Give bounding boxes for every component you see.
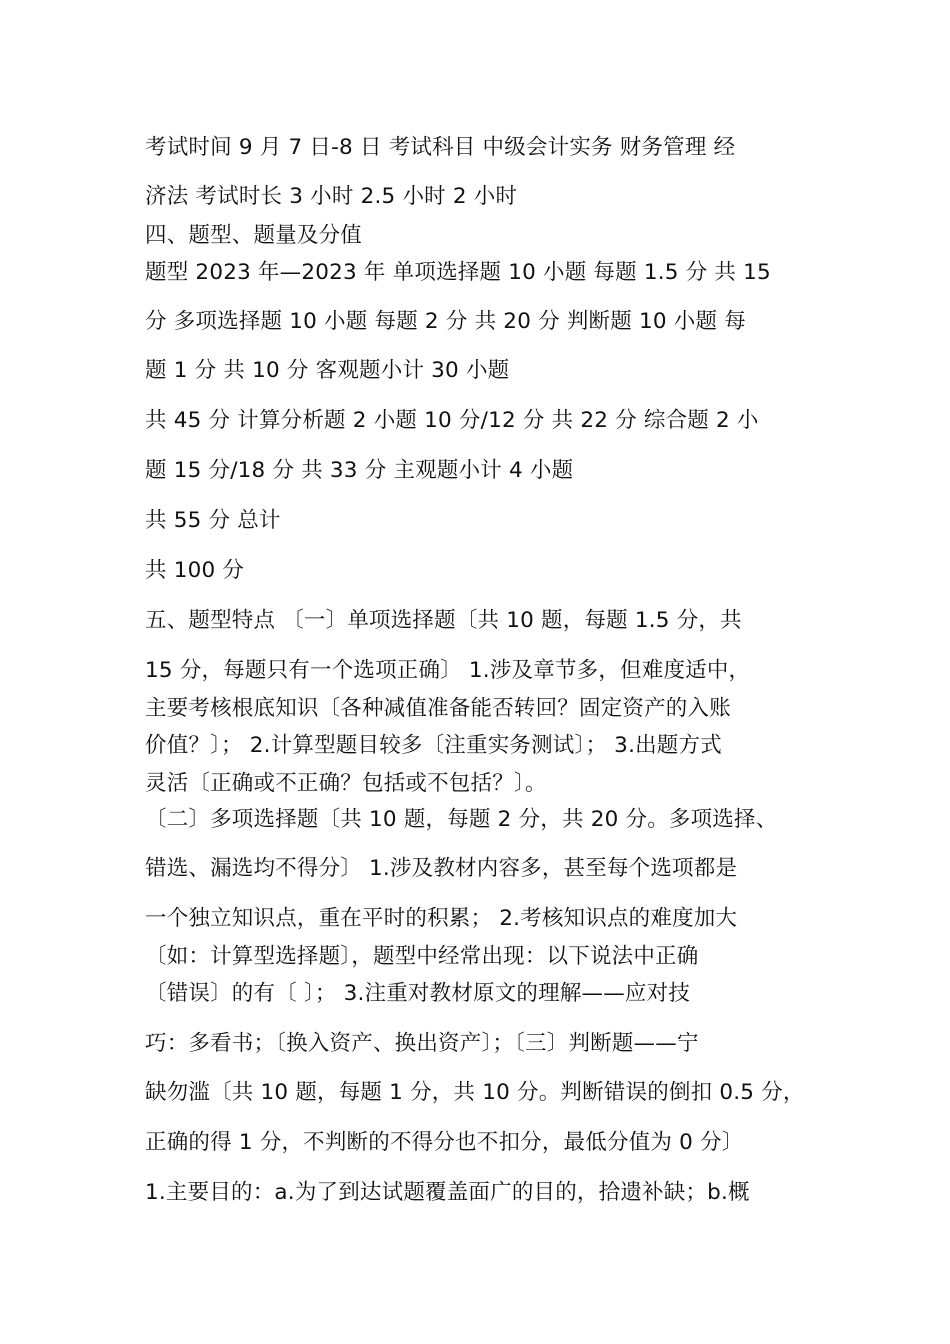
text-line: 〔如：计算型选择题〕，题型中经常出现：以下说法中正确	[145, 944, 699, 969]
text-line: 考试时间 9 月 7 日-8 日 考试科目 中级会计实务 财务管理 经	[145, 135, 736, 160]
text-line: 价值？〕； 2.计算型题目较多〔注重实务测试〕； 3.出题方式	[145, 733, 722, 758]
text-line: 15 分，每题只有一个选项正确〕 1.涉及章节多，但难度适中，	[145, 658, 751, 683]
section-heading: 五、题型特点 〔一〕单项选择题〔共 10 题，每题 1.5 分，共	[145, 608, 742, 633]
text-line: 共 45 分 计算分析题 2 小题 10 分/12 分 共 22 分 综合题 2 小	[145, 408, 759, 433]
text-line: 一个独立知识点，重在平时的积累； 2.考核知识点的难度加大	[145, 906, 738, 931]
text-line: 错选、漏选均不得分〕 1.涉及教材内容多，甚至每个选项都是	[145, 856, 738, 881]
text-line: 题型 2023 年—2023 年 单项选择题 10 小题 每题 1.5 分 共 15	[145, 260, 771, 285]
text-line: 巧：多看书；〔换入资产、换出资产〕；〔三〕判断题——宁	[145, 1031, 699, 1056]
text-line: 缺勿滥〔共 10 题，每题 1 分，共 10 分。判断错误的倒扣 0.5 分，	[145, 1080, 805, 1105]
section-heading: 四、题型、题量及分值	[145, 223, 363, 248]
text-line: 济法 考试时长 3 小时 2.5 小时 2 小时	[145, 184, 518, 209]
text-line: 题 15 分/18 分 共 33 分 主观题小计 4 小题	[145, 458, 574, 483]
text-line: 共 55 分 总计	[145, 508, 281, 533]
text-line: 分 多项选择题 10 小题 每题 2 分 共 20 分 判断题 10 小题 每	[145, 309, 746, 334]
text-line: 〔二〕多项选择题〔共 10 题，每题 2 分，共 20 分。多项选择、	[145, 807, 778, 832]
text-line: 正确的得 1 分，不判断的不得分也不扣分，最低分值为 0 分〕	[145, 1130, 744, 1155]
text-line: 〔错误〕的有〔 〕； 3.注重对教材原文的理解——应对技	[145, 981, 691, 1006]
text-line: 共 100 分	[145, 558, 245, 583]
text-line: 灵活〔正确或不正确？包括或不包括？〕。	[145, 771, 547, 796]
text-line: 题 1 分 共 10 分 客观题小计 30 小题	[145, 358, 510, 383]
text-line: 1.主要目的：a.为了到达试题覆盖面广的目的，拾遗补缺；b.概	[145, 1180, 750, 1205]
text-line: 主要考核根底知识〔各种减值准备能否转回？固定资产的入账	[145, 696, 731, 721]
